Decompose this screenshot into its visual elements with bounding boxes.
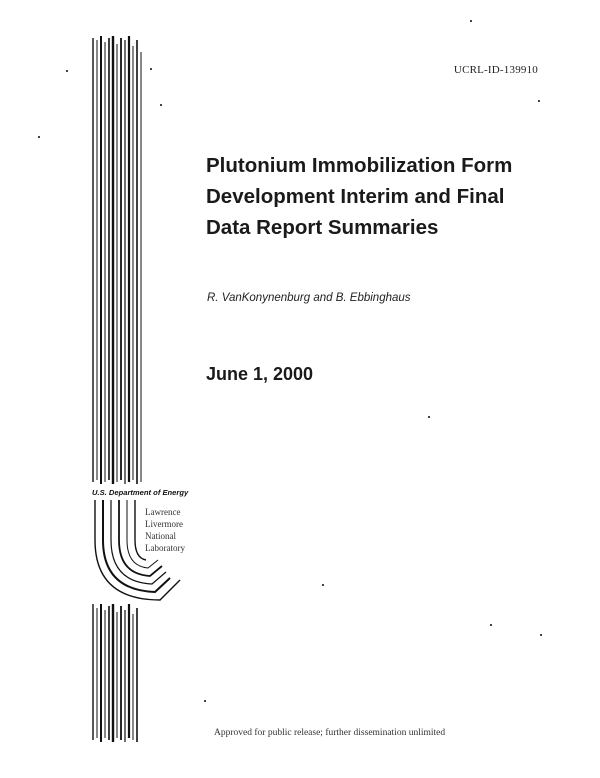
lab-name-line-4: Laboratory xyxy=(145,543,185,553)
lab-name-line-2: Livermore xyxy=(145,519,183,529)
release-statement: Approved for public release; further dissemination unlimited xyxy=(214,728,446,738)
scan-speck xyxy=(540,634,542,636)
title-line-1: Plutonium Immobilization Form xyxy=(206,154,513,177)
lab-name xyxy=(145,506,185,554)
scan-speck xyxy=(160,104,162,106)
title-line-2: Development Interim and Final xyxy=(206,185,505,208)
scan-speck xyxy=(38,136,40,138)
report-id: UCRL-ID-139910 xyxy=(453,64,538,76)
lab-name-line-1: Lawrence xyxy=(145,507,181,517)
scan-speck xyxy=(66,70,68,72)
scan-speck xyxy=(150,68,152,70)
scan-speck xyxy=(538,100,540,102)
document-title xyxy=(206,150,546,243)
scan-speck xyxy=(322,584,324,586)
title-line-3: Data Report Summaries xyxy=(206,216,439,239)
lab-name-line-3: National xyxy=(145,531,176,541)
agency-label: U.S. Department of Energy xyxy=(92,488,189,497)
authors: R. VanKonynenburg and B. Ebbinghaus xyxy=(207,292,411,304)
scan-speck xyxy=(470,20,472,22)
scan-speck xyxy=(204,700,206,702)
scan-speck xyxy=(490,624,492,626)
scan-speck xyxy=(428,416,430,418)
publication-date: June 1, 2000 xyxy=(206,364,314,384)
